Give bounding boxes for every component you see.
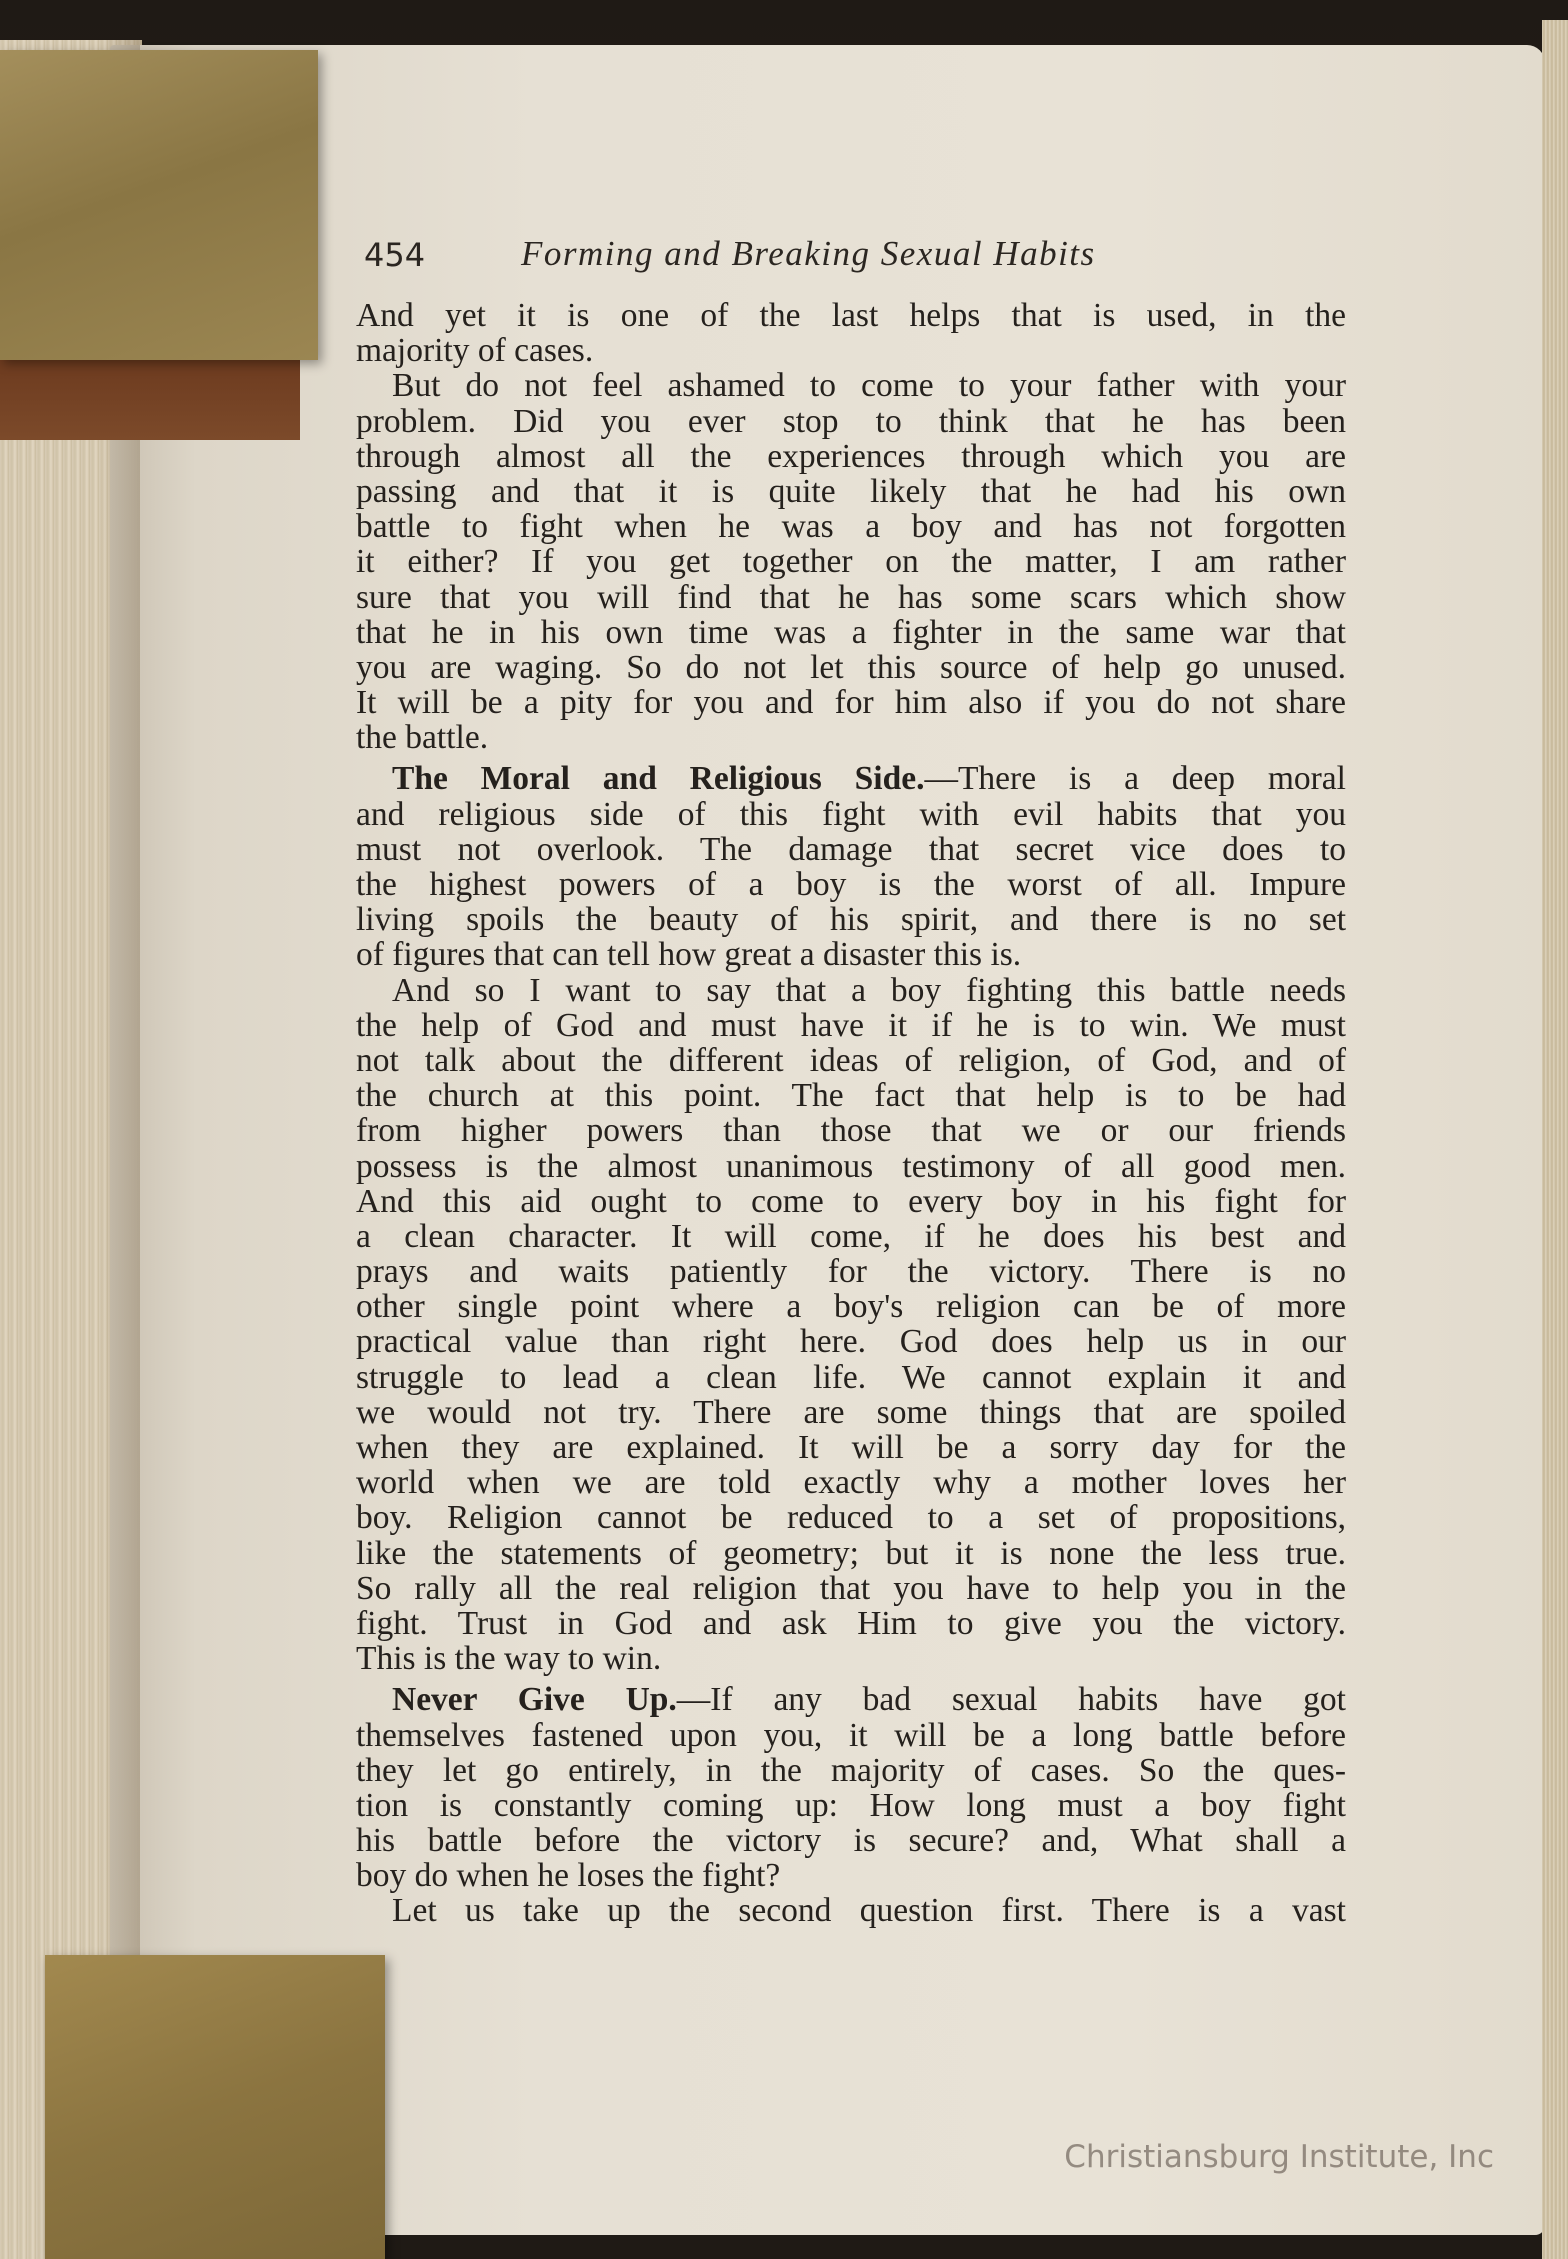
text-line xyxy=(356,761,1346,796)
text-line: fight. Trust in God and ask Him to give you the victory. xyxy=(356,1604,1346,1642)
text-run: —If any bad sexual habits have got xyxy=(676,1681,1346,1719)
corner-tape-bottom xyxy=(45,1955,385,2259)
watermark-text: Christiansburg Institute, Inc xyxy=(1064,2139,1494,2175)
text-line: It will be a pity for you and for him also if you do not share xyxy=(356,684,1346,722)
text-line: passing and that it is quite likely that he had his own xyxy=(356,472,1346,510)
text-line: themselves fastened upon you, it will be a long battle before xyxy=(356,1716,1346,1754)
text-line: the highest powers of a boy is the worst of all. Impure xyxy=(356,866,1346,903)
text-line: Let us take up the second question first. There is a vast xyxy=(392,1892,1346,1930)
text-line: through almost all the experiences through which you are xyxy=(356,437,1346,475)
text-line xyxy=(356,1682,1346,1717)
text-line: must not overlook. The damage that secret vice does to xyxy=(356,830,1346,868)
text-line: when they are explained. It will be a sorry day for the xyxy=(356,1429,1346,1466)
text-line: it either? If you get together on the matter, I am rather xyxy=(356,543,1346,581)
body-text xyxy=(356,298,1346,1929)
text-line: the church at this point. The fact that help is to be had xyxy=(356,1077,1346,1115)
text-line: majority of cases. xyxy=(356,332,594,370)
text-line: possess is the almost unanimous testimony of all good men. xyxy=(356,1147,1346,1185)
chapter-title: Forming and Breaking Sexual Habits xyxy=(521,234,1096,273)
text-line: prays and waits patiently for the victory. There is no xyxy=(356,1253,1346,1291)
text-line: they let go entirely, in the majority of cases. So the ques- xyxy=(356,1751,1346,1789)
text-line: we would not try. There are some things that are spoiled xyxy=(356,1393,1346,1431)
text-line: problem. Did you ever stop to think that he has been xyxy=(356,402,1346,440)
page-number: 454 xyxy=(364,236,426,274)
text-line: world when we are told exactly why a mother loves her xyxy=(356,1464,1346,1502)
text-line: And this aid ought to come to every boy in his fight for xyxy=(356,1182,1346,1220)
text-line: sure that you will find that he has some scars which show xyxy=(356,578,1346,616)
right-page-edge xyxy=(1542,20,1568,2259)
text-line: other single point where a boy's religion can be of more xyxy=(356,1288,1346,1326)
text-line: But do not feel ashamed to come to your father with your xyxy=(392,367,1346,405)
text-line: This is the way to win. xyxy=(356,1640,662,1678)
text-line: you are waging. So do not let this source of help go unused. xyxy=(356,648,1346,686)
tape-stain xyxy=(0,360,300,440)
section-heading: Never Give Up. xyxy=(392,1681,677,1719)
text-line: and religious side of this fight with evil habits that you xyxy=(356,795,1346,833)
text-line: of figures that can tell how great a disaster this is. xyxy=(356,936,1022,974)
text-line: battle to fight when he was a boy and has not forgotten xyxy=(356,508,1346,546)
text-line: that he in his own time was a fighter in the same war that xyxy=(356,613,1346,651)
text-line: his battle before the victory is secure? and, What shall a xyxy=(356,1822,1346,1860)
text-line: a clean character. It will come, if he does his best and xyxy=(356,1217,1346,1255)
text-line: living spoils the beauty of his spirit, and there is no set xyxy=(356,901,1346,939)
text-line: practical value than right here. God does help us in our xyxy=(356,1323,1346,1361)
section-heading: The Moral and Religious Side. xyxy=(392,760,925,798)
text-line: like the statements of geometry; but it is none the less true. xyxy=(356,1534,1346,1572)
text-line: boy do when he loses the fight? xyxy=(356,1857,781,1895)
text-line: the help of God and must have it if he is to win. We must xyxy=(356,1006,1346,1044)
text-line: the battle. xyxy=(356,719,489,757)
text-line: struggle to lead a clean life. We cannot explain it and xyxy=(356,1358,1346,1396)
corner-tape-top xyxy=(0,50,318,360)
text-line: not talk about the different ideas of religion, of God, and of xyxy=(356,1041,1346,1079)
text-line: boy. Religion cannot be reduced to a set of propositions, xyxy=(356,1499,1346,1537)
text-line: And yet it is one of the last helps that is used, in the xyxy=(356,297,1346,334)
text-run: —There is a deep moral xyxy=(924,760,1346,798)
text-line: So rally all the real religion that you have to help you in the xyxy=(356,1569,1346,1607)
text-line: from higher powers than those that we or our friends xyxy=(356,1112,1346,1150)
text-line: tion is constantly coming up: How long must a boy fight xyxy=(356,1786,1346,1824)
text-line: And so I want to say that a boy fighting this battle needs xyxy=(392,971,1346,1009)
running-head xyxy=(364,236,1184,286)
